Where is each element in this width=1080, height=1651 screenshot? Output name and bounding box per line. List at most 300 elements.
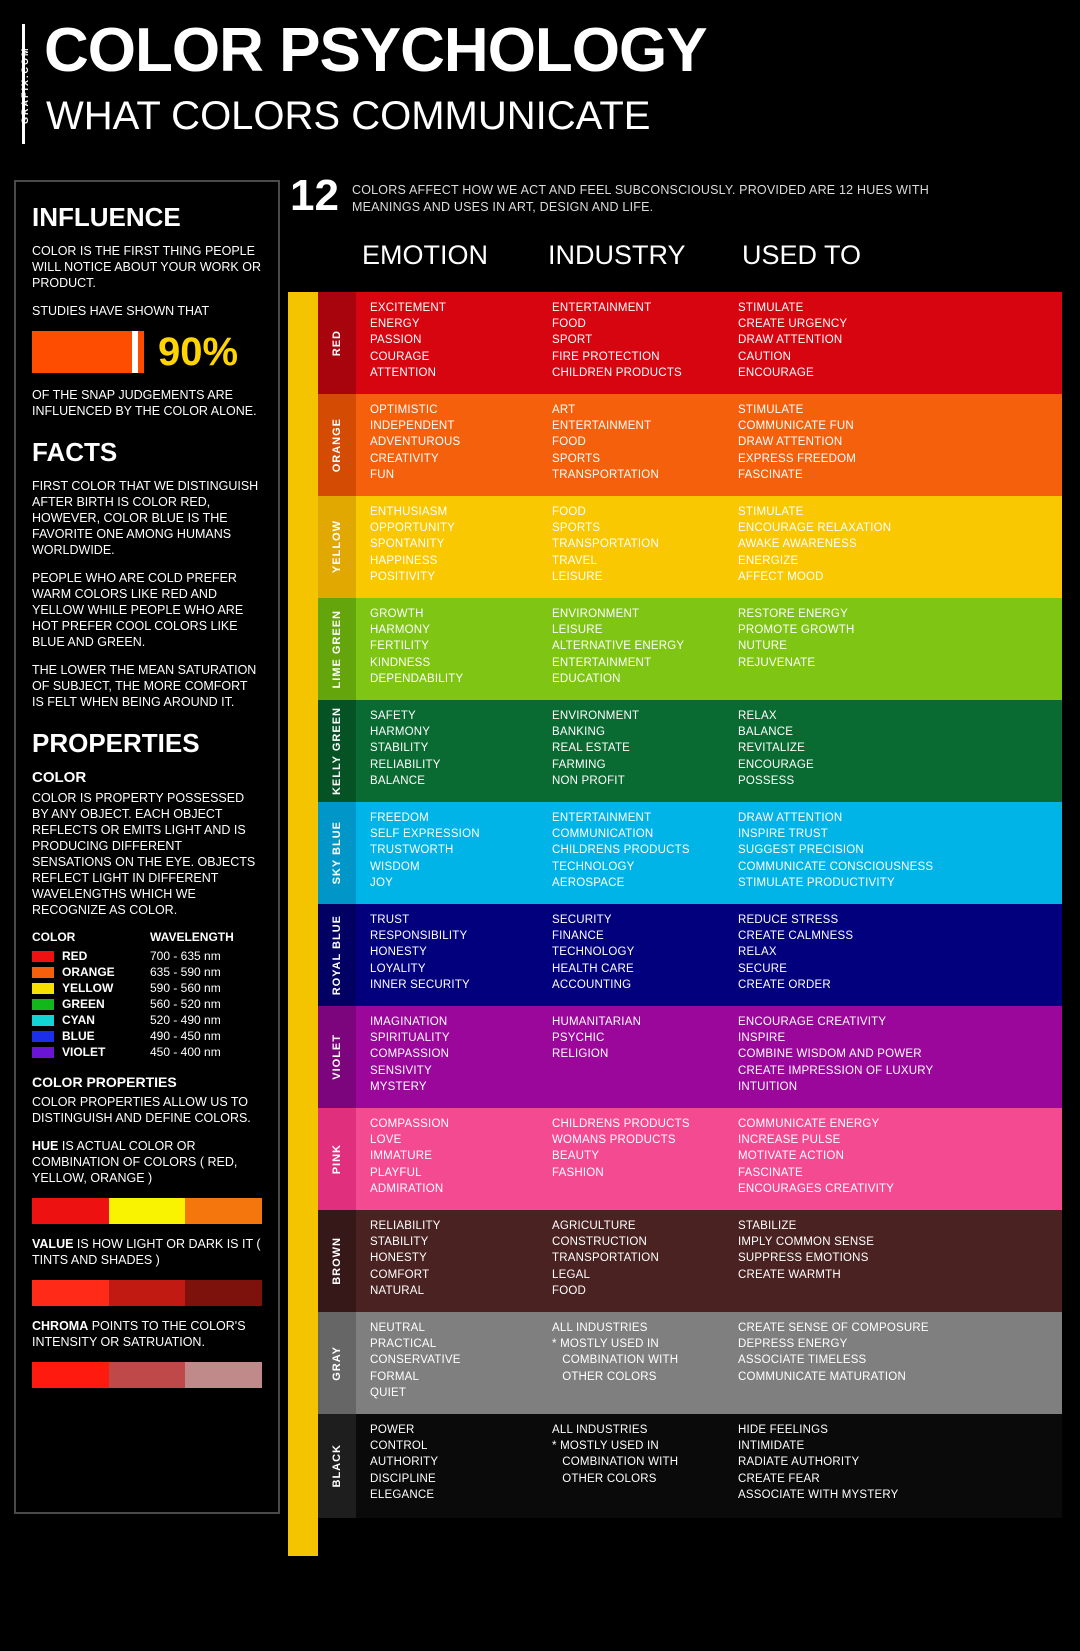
cell-line: PSYCHIC [552, 1032, 605, 1045]
table-row [318, 904, 1062, 1006]
cell-line: AWAKE AWARENESS [738, 538, 857, 551]
cell-line: AFFECT MOOD [738, 570, 824, 583]
row-color-label [318, 1210, 356, 1312]
row-cells [356, 700, 1062, 802]
cell-line: JOY [370, 876, 393, 889]
row-cells [356, 1312, 1062, 1414]
row-color-label-text: GRAY [331, 1345, 343, 1381]
value-swatch [109, 1280, 186, 1306]
cell-line: HARMONY [370, 726, 431, 739]
cell-line: ASSOCIATE WITH MYSTERY [738, 1488, 899, 1501]
cell-line: PLAYFUL [370, 1166, 422, 1179]
cell-line: SPONTANITY [370, 538, 445, 551]
value-swatch-strip [32, 1280, 262, 1306]
value-swatch [185, 1280, 262, 1306]
cell-line: LOYALITY [370, 962, 426, 975]
cell-line: HONESTY [370, 1252, 427, 1265]
cell-line: FOOD [552, 318, 587, 331]
hue-swatch [109, 1198, 186, 1224]
cell-used-to [738, 810, 1062, 896]
influence-paragraph-2: STUDIES HAVE SHOWN THAT [32, 304, 210, 318]
cell-line: CREATE URGENCY [738, 318, 848, 331]
cell-line: ADMIRATION [370, 1182, 444, 1195]
cell-emotion [356, 1014, 552, 1100]
wavelength-color-name: RED [62, 949, 88, 963]
cell-line: SECURITY [552, 914, 612, 926]
cell-line: CONTROL [370, 1440, 428, 1453]
cell-line: SPORTS [552, 452, 601, 465]
column-header-used-to: USED TO [742, 240, 862, 270]
cell-line: DISCIPLINE [370, 1472, 436, 1485]
chroma-swatch [109, 1362, 186, 1388]
cell-line: ACCOUNTING [552, 978, 632, 991]
wavelength-value: 700 - 635 nm [150, 949, 221, 963]
cell-line: ALL INDUSTRIES [552, 1322, 648, 1334]
cell-line: CREATIVITY [370, 452, 439, 465]
wavelength-value: 450 - 400 nm [150, 1045, 221, 1059]
value-label: VALUE [32, 1237, 74, 1251]
wavelength-color-cell [32, 1012, 150, 1028]
cell-line: OTHER COLORS [552, 1472, 657, 1485]
hue-text: IS ACTUAL COLOR OR COMBINATION OF COLORS ( RED, YELLOW, ORANGE ) [32, 1139, 238, 1185]
cell-line: COMMUNICATION [552, 828, 654, 841]
table-row [318, 598, 1062, 700]
cell-line: ADVENTUROUS [370, 436, 461, 449]
cell-line: REAL ESTATE [552, 742, 631, 755]
influence-paragraph-3: OF THE SNAP JUDGEMENTS ARE INFLUENCED BY THE COLOR ALONE. [32, 388, 257, 418]
cell-line: DRAW ATTENTION [738, 812, 843, 824]
cell-line: AGRICULTURE [552, 1220, 636, 1232]
row-cells [356, 598, 1062, 700]
cell-line: REJUVENATE [738, 656, 816, 669]
cell-line: ENTERTAINMENT [552, 420, 652, 433]
cell-line: STABILITY [370, 742, 429, 755]
properties-color-heading: COLOR [32, 769, 87, 786]
cell-line: ENVIRONMENT [552, 710, 640, 722]
cell-industry [552, 1116, 738, 1202]
cell-line: RELIABILITY [370, 1220, 441, 1232]
cell-line: COMBINATION WITH [552, 1354, 679, 1367]
cell-line: SUGGEST PRECISION [738, 844, 864, 857]
cell-line: PASSION [370, 334, 422, 347]
wavelength-color-name: YELLOW [62, 981, 114, 995]
row-color-label [318, 598, 356, 700]
row-color-label [318, 496, 356, 598]
cell-industry [552, 1320, 738, 1406]
wavelength-color-name: GREEN [62, 997, 105, 1011]
hue-label: HUE [32, 1139, 59, 1153]
cell-line: COMBINE WISDOM AND POWER [738, 1048, 922, 1061]
cell-line: BALANCE [370, 774, 426, 787]
cell-line: FORMAL [370, 1370, 420, 1383]
table-row [318, 292, 1062, 394]
page-subtitle: WHAT COLORS COMMUNICATE [46, 94, 651, 138]
row-color-label [318, 292, 356, 394]
chroma-swatch [185, 1362, 262, 1388]
cell-line: ENTERTAINMENT [552, 812, 652, 824]
cell-line: COMMUNICATE FUN [738, 420, 854, 433]
cell-line: ASSOCIATE TIMELESS [738, 1354, 867, 1367]
wavelength-color-cell [32, 1028, 150, 1044]
cell-line: KINDNESS [370, 656, 431, 669]
row-color-label-text: BLACK [331, 1444, 343, 1488]
row-color-label [318, 700, 356, 802]
page-header [0, 0, 1080, 168]
row-color-label-text: PINK [331, 1143, 343, 1175]
cell-line: ENCOURAGE [738, 758, 814, 771]
cell-line: * MOSTLY USED IN [552, 1440, 659, 1453]
cell-line: SPORTS [552, 522, 601, 535]
cell-used-to [738, 300, 1062, 386]
wavelength-table-header-row [32, 930, 262, 948]
cell-line: FERTILITY [370, 640, 430, 653]
cell-line: CREATE FEAR [738, 1472, 820, 1485]
cell-line: INNER SECURITY [370, 978, 470, 991]
wavelength-value: 490 - 450 nm [150, 1029, 221, 1043]
wavelength-row [32, 996, 262, 1012]
cell-emotion [356, 300, 552, 386]
cell-line: LEGAL [552, 1268, 591, 1281]
color-swatch-icon [32, 951, 54, 962]
cell-line: ELEGANCE [370, 1488, 435, 1501]
row-cells [356, 394, 1062, 496]
row-color-label [318, 1414, 356, 1518]
cell-line: POSITIVITY [370, 570, 436, 583]
wavelength-color-name: VIOLET [62, 1045, 106, 1059]
hue-swatch-strip [32, 1198, 262, 1224]
cell-line: COMBINATION WITH [552, 1456, 679, 1469]
cell-line: ENTERTAINMENT [552, 656, 652, 669]
cell-line: LEISURE [552, 570, 603, 583]
cell-line: HONESTY [370, 946, 427, 959]
chroma-text: POINTS TO THE COLOR'S INTENSITY OR SATRUATION. [32, 1319, 246, 1349]
wavelength-col-color: COLOR [32, 930, 76, 944]
cell-line: CHILDRENS PRODUCTS [552, 1118, 690, 1130]
color-swatch-icon [32, 1015, 54, 1026]
cell-line: BANKING [552, 726, 606, 739]
cell-line: GROWTH [370, 608, 424, 620]
left-info-panel [14, 180, 280, 1514]
yellow-accent-bar [288, 292, 318, 1556]
properties-color-text: COLOR IS PROPERTY POSSESSED BY ANY OBJECT. EACH OBJECT REFLECTS OR EMITS LIGHT AND IS PRODUCING DIFFERENT SENSATIONS ON THE EYE. OBJECTS REFLECT LIGHT IN DIFFERENT WAVELENGTHS WHICH WE RECOGNIZE AS COLOR. [32, 791, 256, 917]
cell-line: DEPENDABILITY [370, 672, 464, 685]
cell-line: RELIGION [552, 1048, 609, 1061]
row-cells [356, 802, 1062, 904]
cell-line: SELF EXPRESSION [370, 828, 480, 841]
row-color-label [318, 904, 356, 1006]
cell-line: NEUTRAL [370, 1322, 426, 1334]
cell-line: LEISURE [552, 624, 603, 637]
cell-line: ENCOURAGE RELAXATION [738, 522, 892, 535]
cell-line: TECHNOLOGY [552, 860, 635, 873]
table-row [318, 802, 1062, 904]
cell-line: ENERGY [370, 318, 420, 331]
row-color-label-text: ORANGE [331, 417, 343, 473]
chroma-swatch-strip [32, 1362, 262, 1388]
cell-line: ENVIRONMENT [552, 608, 640, 620]
wavelength-color-name: BLUE [62, 1029, 95, 1043]
properties-heading: PROPERTIES [32, 728, 200, 758]
cell-line: STIMULATE [738, 302, 804, 314]
cell-line: PROMOTE GROWTH [738, 624, 855, 637]
cell-line: AUTHORITY [370, 1456, 439, 1469]
cell-line: RELIABILITY [370, 758, 441, 771]
page-title: COLOR PSYCHOLOGY [44, 16, 707, 85]
wavelength-color-cell [32, 980, 150, 996]
cell-line: NATURAL [370, 1284, 425, 1297]
cell-line: NON PROFIT [552, 774, 625, 787]
intro-number: 12 [290, 171, 339, 220]
cell-line: ATTENTION [370, 366, 437, 379]
cell-line: INCREASE PULSE [738, 1134, 841, 1147]
cell-line: EXCITEMENT [370, 302, 447, 314]
row-color-label-text: KELLY GREEN [331, 706, 343, 796]
cell-used-to [738, 1116, 1062, 1202]
cell-line: EXPRESS FREEDOM [738, 452, 857, 465]
cell-industry [552, 504, 738, 590]
cell-line: HUMANITARIAN [552, 1016, 642, 1028]
cell-line: INDEPENDENT [370, 420, 455, 433]
table-column-headers [290, 240, 1050, 292]
cell-line: FASCINATE [738, 1166, 803, 1179]
cell-line: MOTIVATE ACTION [738, 1150, 845, 1163]
row-color-label [318, 1006, 356, 1108]
cell-line: TRUSTWORTH [370, 844, 454, 857]
wavelength-value: 590 - 560 nm [150, 981, 221, 995]
cell-line: AEROSPACE [552, 876, 625, 889]
color-properties-intro: COLOR PROPERTIES ALLOW US TO DISTINGUISH AND DEFINE COLORS. [32, 1095, 251, 1125]
cell-line: INSPIRE [738, 1032, 786, 1045]
cell-line: SPORT [552, 334, 593, 347]
table-row [318, 1006, 1062, 1108]
cell-line: CREATE ORDER [738, 978, 831, 991]
hue-swatch [32, 1198, 109, 1224]
percent-value: 90% [158, 330, 239, 374]
cell-emotion [356, 606, 552, 692]
table-row [318, 1108, 1062, 1210]
cell-line: INTIMIDATE [738, 1440, 805, 1453]
cell-emotion [356, 1218, 552, 1304]
row-color-label [318, 394, 356, 496]
wavelength-row [32, 1028, 262, 1044]
table-row [318, 700, 1062, 802]
cell-line: SUPPRESS EMOTIONS [738, 1252, 869, 1265]
cell-line: CREATE SENSE OF COMPOSURE [738, 1322, 929, 1334]
cell-used-to [738, 1320, 1062, 1406]
cell-emotion [356, 1116, 552, 1202]
cell-line: TRANSPORTATION [552, 538, 659, 551]
cell-line: REVITALIZE [738, 742, 805, 755]
cell-line: SAFETY [370, 710, 416, 722]
cell-industry [552, 1422, 738, 1510]
cell-line: STIMULATE PRODUCTIVITY [738, 876, 895, 889]
cell-line: SECURE [738, 962, 788, 975]
chroma-description [32, 1318, 262, 1350]
cell-line: PRACTICAL [370, 1338, 437, 1351]
cell-line: FASCINATE [738, 468, 803, 481]
wavelength-col-wavelength: WAVELENGTH [150, 930, 234, 944]
cell-line: FIRE PROTECTION [552, 350, 660, 363]
cell-line: EDUCATION [552, 672, 621, 685]
cell-line: ART [552, 404, 576, 416]
color-swatch-icon [32, 1047, 54, 1058]
cell-line: FOOD [552, 1284, 587, 1297]
cell-line: COURAGE [370, 350, 430, 363]
cell-line: FUN [370, 468, 395, 481]
cell-line: TECHNOLOGY [552, 946, 635, 959]
cell-industry [552, 1014, 738, 1100]
cell-industry [552, 1218, 738, 1304]
wavelength-row [32, 948, 262, 964]
cell-line: FINANCE [552, 930, 604, 943]
color-properties-heading: COLOR PROPERTIES [32, 1074, 177, 1090]
row-color-label-text: YELLOW [331, 520, 343, 574]
row-color-label-text: SKY BLUE [331, 821, 343, 885]
cell-line: DRAW ATTENTION [738, 334, 843, 347]
value-swatch [32, 1280, 109, 1306]
facts-heading: FACTS [32, 437, 118, 467]
cell-line: WOMANS PRODUCTS [552, 1134, 676, 1147]
cell-line: FREEDOM [370, 812, 429, 824]
table-row [318, 1312, 1062, 1414]
cell-line: RADIATE AUTHORITY [738, 1456, 860, 1469]
wavelength-value: 560 - 520 nm [150, 997, 221, 1011]
row-color-label [318, 802, 356, 904]
cell-industry [552, 708, 738, 794]
cell-line: COMPASSION [370, 1048, 450, 1061]
percent-bar-tail [138, 331, 144, 373]
influence-heading: INFLUENCE [32, 202, 181, 232]
row-cells [356, 1414, 1062, 1518]
cell-line: CAUTION [738, 350, 792, 363]
cell-line: * MOSTLY USED IN [552, 1338, 659, 1351]
cell-line: COMPASSION [370, 1118, 450, 1130]
row-color-label-text: LIME GREEN [331, 609, 343, 689]
row-color-label-text: RED [331, 329, 343, 357]
cell-line: BEAUTY [552, 1150, 600, 1163]
hue-swatch [185, 1198, 262, 1224]
cell-line: NUTURE [738, 640, 788, 653]
cell-line: RELAX [738, 710, 777, 722]
cell-line: HAPPINESS [370, 554, 438, 567]
cell-line: ENCOURAGE CREATIVITY [738, 1016, 887, 1028]
wavelength-row [32, 964, 262, 980]
cell-line: FASHION [552, 1166, 604, 1179]
cell-line: POWER [370, 1424, 415, 1436]
column-header-industry: INDUSTRY [548, 240, 686, 270]
cell-line: INTUITION [738, 1080, 798, 1093]
cell-line: HARMONY [370, 624, 431, 637]
color-swatch-icon [32, 999, 54, 1010]
cell-line: CREATE CALMNESS [738, 930, 854, 943]
cell-line: STABILIZE [738, 1220, 797, 1232]
cell-line: COMMUNICATE MATURATION [738, 1370, 906, 1383]
row-cells [356, 292, 1062, 394]
cell-used-to [738, 402, 1062, 488]
color-swatch-icon [32, 1031, 54, 1042]
cell-line: HEALTH CARE [552, 962, 634, 975]
wavelength-row [32, 1044, 262, 1060]
cell-industry [552, 300, 738, 386]
cell-line: CONSTRUCTION [552, 1236, 648, 1249]
cell-used-to [738, 606, 1062, 692]
cell-line: ALL INDUSTRIES [552, 1424, 648, 1436]
cell-line: IMAGINATION [370, 1016, 448, 1028]
wavelength-color-cell [32, 964, 150, 980]
wavelength-color-name: ORANGE [62, 965, 115, 979]
wavelength-value: 520 - 490 nm [150, 1013, 221, 1027]
row-cells [356, 496, 1062, 598]
column-header-emotion: EMOTION [362, 240, 488, 270]
hue-description [32, 1138, 262, 1186]
value-description [32, 1236, 262, 1268]
brand-vertical-label: GRAFIX.COM [20, 46, 30, 124]
cell-line: CREATE IMPRESSION OF LUXURY [738, 1064, 934, 1077]
cell-line: ENERGIZE [738, 554, 799, 567]
cell-line: COMMUNICATE CONSCIOUSNESS [738, 860, 934, 873]
cell-line: TRANSPORTATION [552, 468, 659, 481]
wavelength-value: 635 - 590 nm [150, 965, 221, 979]
cell-industry [552, 912, 738, 998]
facts-paragraph-3: THE LOWER THE MEAN SATURATION OF SUBJECT, THE MORE COMFORT IS FELT WHEN BEING AROUND IT. [32, 663, 257, 709]
cell-line: CONSERVATIVE [370, 1354, 461, 1367]
cell-line: TRUST [370, 914, 410, 926]
cell-line: BALANCE [738, 726, 794, 739]
cell-emotion [356, 504, 552, 590]
cell-line: CHILDRENS PRODUCTS [552, 844, 690, 857]
cell-line: CHILDREN PRODUCTS [552, 366, 682, 379]
cell-line: ENCOURAGE [738, 366, 814, 379]
cell-line: TRANSPORTATION [552, 1252, 659, 1265]
cell-used-to [738, 504, 1062, 590]
value-text: IS HOW LIGHT OR DARK IS IT ( TINTS AND SHADES ) [32, 1237, 261, 1267]
cell-line: STIMULATE [738, 404, 804, 416]
color-swatch-icon [32, 967, 54, 978]
cell-line: QUIET [370, 1386, 407, 1399]
cell-line: TRAVEL [552, 554, 598, 567]
table-row [318, 394, 1062, 496]
row-cells [356, 1108, 1062, 1210]
cell-industry [552, 810, 738, 896]
facts-paragraph-1: FIRST COLOR THAT WE DISTINGUISH AFTER BIRTH IS COLOR RED, HOWEVER, COLOR BLUE IS THE FAVORITE ONE AMONG HUMANS WORLDWIDE. [32, 479, 259, 557]
cell-line: SENSIVITY [370, 1064, 432, 1077]
cell-line: INSPIRE TRUST [738, 828, 828, 841]
cell-line: RELAX [738, 946, 777, 959]
cell-line: RESPONSIBILITY [370, 930, 468, 943]
table-row [318, 496, 1062, 598]
cell-used-to [738, 1014, 1062, 1100]
cell-emotion [356, 1422, 552, 1510]
row-color-label-text: VIOLET [331, 1034, 343, 1080]
cell-line: IMPLY COMMON SENSE [738, 1236, 875, 1249]
cell-line: REDUCE STRESS [738, 914, 839, 926]
wavelength-row [32, 1012, 262, 1028]
facts-paragraph-2: PEOPLE WHO ARE COLD PREFER WARM COLORS LIKE RED AND YELLOW WHILE PEOPLE WHO ARE HOT PREFER COOL COLORS LIKE BLUE AND GREEN. [32, 571, 244, 649]
cell-line: ALTERNATIVE ENERGY [552, 640, 685, 653]
cell-used-to [738, 1218, 1062, 1304]
influence-percent-graphic [32, 331, 262, 373]
cell-line: ENTHUSIASM [370, 506, 448, 518]
cell-line: DRAW ATTENTION [738, 436, 843, 449]
row-cells [356, 1210, 1062, 1312]
cell-line: OTHER COLORS [552, 1370, 657, 1383]
row-cells [356, 904, 1062, 1006]
cell-line: COMMUNICATE ENERGY [738, 1118, 880, 1130]
wavelength-color-cell [32, 996, 150, 1012]
wavelength-color-cell [32, 948, 150, 964]
cell-emotion [356, 810, 552, 896]
cell-line: CREATE WARMTH [738, 1268, 841, 1281]
